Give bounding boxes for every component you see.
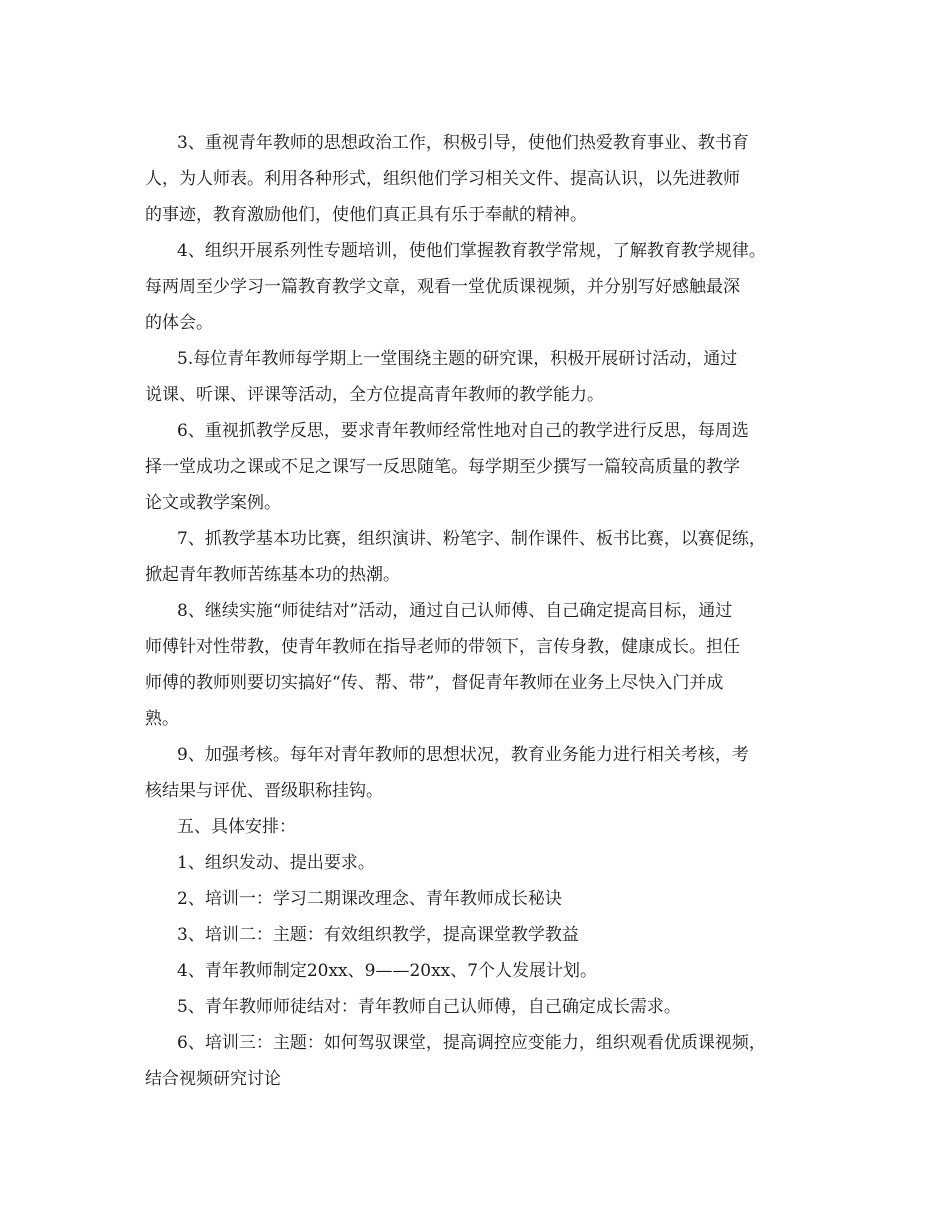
text-line: 4、组织开展系列性专题培训，使他们掌握教育教学常规，了解教育教学规律。	[177, 241, 766, 261]
text-line: 6、培训三：主题：如何驾驭课堂，提高调控应变能力，组织观看优质课视频，	[177, 1033, 766, 1053]
text-line: 7、抓教学基本功比赛，组织演讲、粉笔字、制作课件、板书比赛，以赛促练，	[177, 529, 766, 549]
text-line: 说课、听课、评课等活动，全方位提高青年教师的教学能力。	[145, 385, 604, 405]
text-line: 每两周至少学习一篇教育教学文章，观看一堂优质课视频，并分别写好感触最深	[145, 277, 740, 297]
text-line: 人，为人师表。利用各种形式，组织他们学习相关文件、提高认识，以先进教师	[145, 169, 740, 189]
text-line: 9、加强考核。每年对青年教师的思想状况，教育业务能力进行相关考核，考	[177, 745, 749, 765]
text-line: 8、继续实施“师徒结对”活动，通过自己认师傅、自己确定提高目标，通过	[177, 601, 733, 621]
text-line: 2、培训一：学习二期课改理念、青年教师成长秘诀	[177, 889, 562, 909]
text-line: 择一堂成功之课或不足之课写一反思随笔。每学期至少撰写一篇较高质量的教学	[145, 457, 740, 477]
text-line: 4、青年教师制定20xx、9——20xx、7个人发展计划。	[177, 961, 598, 981]
text-line: 3、培训二：主题：有效组织教学，提高课堂教学教益	[177, 925, 579, 945]
text-line: 的体会。	[145, 313, 213, 333]
section-heading: 五、具体安排：	[177, 817, 296, 837]
text-line: 师傅的教师则要切实搞好“传、帮、带”，督促青年教师在业务上尽快入门并成	[145, 673, 724, 693]
text-line: 5、青年教师师徒结对：青年教师自己认师傅，自己确定成长需求。	[177, 997, 681, 1017]
text-line: 6、重视抓教学反思，要求青年教师经常性地对自己的教学进行反思，每周选	[177, 421, 749, 441]
text-line: 论文或教学案例。	[145, 493, 281, 513]
text-line: 3、重视青年教师的思想政治工作，积极引导，使他们热爱教育事业、教书育	[177, 133, 749, 153]
text-line: 的事迹，教育激励他们，使他们真正具有乐于奉献的精神。	[145, 205, 587, 225]
text-line: 结合视频研究讨论	[145, 1069, 281, 1089]
text-line: 熟。	[145, 709, 179, 729]
text-line: 5.每位青年教师每学期上一堂围绕主题的研究课，积极开展研讨活动，通过	[177, 349, 738, 369]
text-line: 1、组织发动、提出要求。	[177, 853, 375, 873]
text-line: 师傅针对性带教，使青年教师在指导老师的带领下，言传身教，健康成长。担任	[145, 637, 740, 657]
text-line: 核结果与评优、晋级职称挂钩。	[145, 781, 383, 801]
text-line: 掀起青年教师苦练基本功的热潮。	[145, 565, 400, 585]
